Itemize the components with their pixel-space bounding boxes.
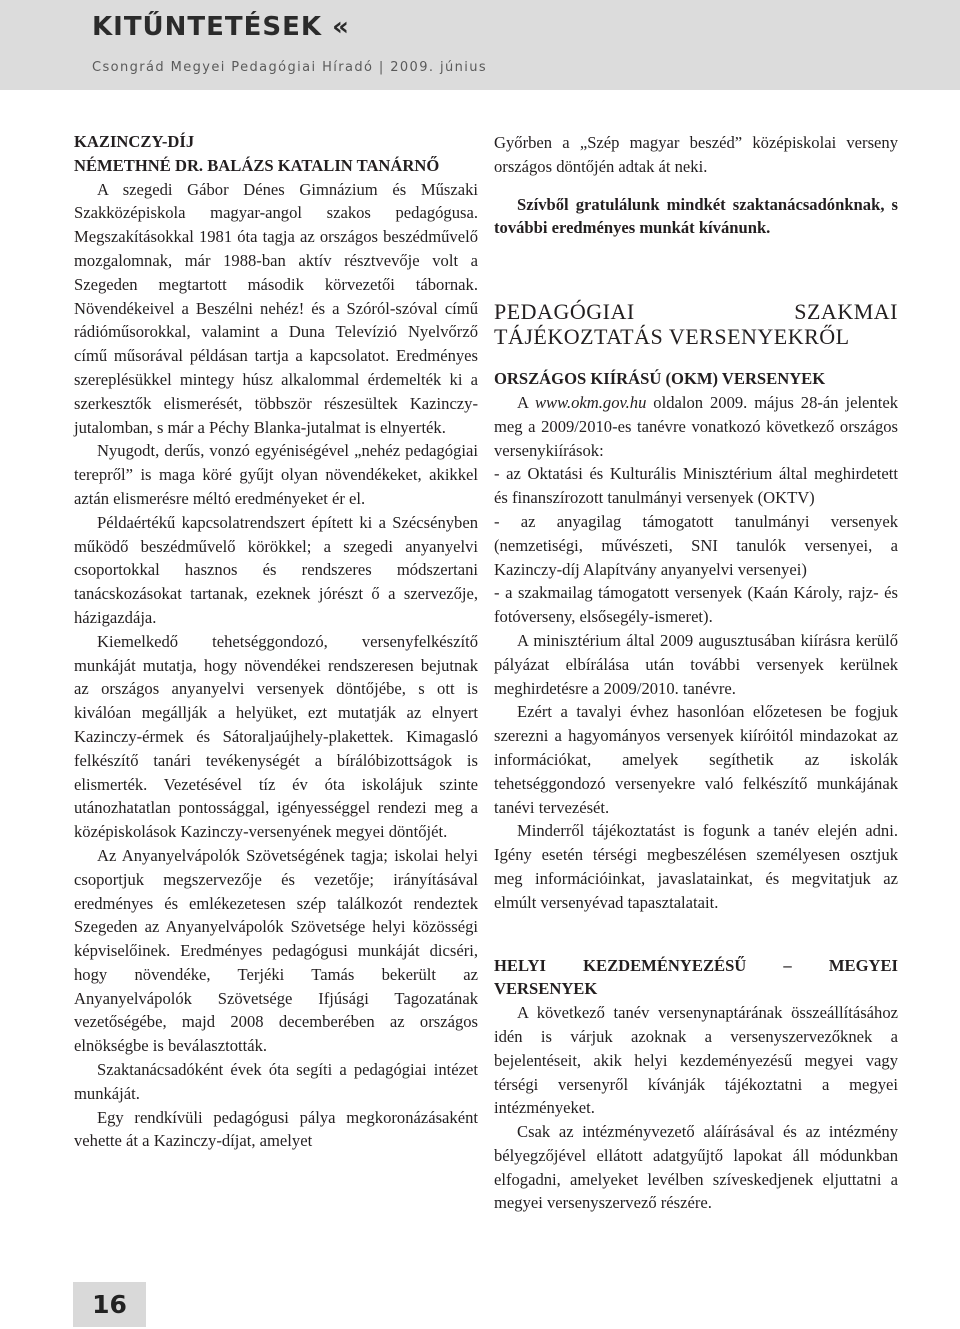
page-number: 16: [73, 1282, 146, 1327]
body-paragraph: Szaktanácsadóként évek óta segíti a pedagógiai intézet munkáját.: [74, 1060, 478, 1103]
body-paragraph: Kiemelkedő tehetséggondozó, versenyfelkészítő munkáját mutatja, hogy növendékei rendszeresen bejutnak az országos anyanyelvi versenyek döntőjébe, s ott is kiválóan megállják a helyüket, ezt mutatják az elnyert Kazinczy-érmek és Sátoraljaújhely-plakettek. Kimagasló felkészítő tanári tevékenységét a bírálóbizottságok is elismerték. Vezetésével tíz év óta iskolájuk szinte utánozhatatlan pontossággal, igényességgel rendezi meg a középiskolások Kazinczy-versenyének megyei döntőjét.: [74, 631, 478, 842]
body-paragraph: A minisztérium által 2009 augusztusában kiírásra kerülő pályázat elbírálása után további versenyek kerülnek meghirdetésre a 2009/2010. tanévre.: [494, 630, 898, 698]
info-section-title: PEDAGÓGIAI SZAKMAI TÁJÉKOZTATÁS VERSENYEKRŐL: [494, 299, 898, 350]
right-column: [494, 131, 898, 1215]
list-item: - az anyagilag támogatott tanulmányi versenyek (nemzetiségi, művészeti, SNI tanulók versenyei, a Kazinczy-díj Alapítvány anyanyelvi versenyei): [494, 511, 898, 579]
intro-text-a: A: [517, 392, 535, 412]
body-paragraph: A szegedi Gábor Dénes Gimnázium és Műszaki Szakközépiskola magyar-angol szakos pedagógusa. Megszakításokkal 1981 óta tagja az országos beszédművelő mozgalomnak, már 1988-ban aktív résztvevője volt a Szegeden megtartott második körvezetői tábornak. Növendékeivel a Beszélni nehéz! és a Szóról-szóval című rádióműsorokkal, valamint a Duna Televízió Nyelvőrző című műsorával példásan tartja a kapcsolatot. Eredményes szereplésükkel mintegy húsz alkalommal érdemelték ki a szerkesztők elismerését, többször részesültek Kazinczy-jutalomban, s már a Péchy Blanka-jutalmat is elnyerték.: [74, 179, 478, 437]
intro-text-b: oldalon 2009. május 28-án jelentek meg a 2009/2010-es tanévre vonatkozó következő országos versenykiírások:: [494, 392, 898, 460]
body-paragraph: Csak az intézményvezető aláírásával és az intézmény bélyegzőjével ellátott adatgyűjtő lapokat áll módunkban elfogadni, amelyeket levélben szíveskedjenek eljuttatni a megyei versenyszervező részére.: [494, 1122, 898, 1213]
publication-subtitle: Csongrád Megyei Pedagógiai Híradó | 2009. június: [92, 60, 488, 75]
body-paragraph: Nyugodt, derűs, vonzó egyéniségével „nehéz pedagógiai terepről” is maga köré gyűjt olyan növendékeket, akikkel aztán elismerésre méltó eredményeket ér el.: [74, 441, 478, 508]
website-link[interactable]: www.okm.gov.hu: [534, 392, 647, 412]
intro-paragraph: [494, 391, 898, 462]
list-item: - a szakmailag támogatott versenyek (Kaán Károly, rajz- és fotóverseny, elsősegély-ismeret).: [494, 583, 898, 627]
continuation-paragraph: Győrben a „Szép magyar beszéd” középiskolai verseny országos döntőjén adtak át neki.: [494, 133, 898, 176]
awardee-name: NÉMETHNÉ DR. BALÁZS KATALIN TANÁRNŐ: [74, 155, 440, 175]
body-paragraph: Az Anyanyelvápolók Szövetségének tagja; iskolai helyi csoportjuk megszervezője és vezetője; irányításával eredményes és emlékezetesen szép találkozót rendeztek Szegeden az Anyanyelvápolók Szövetsége helyi közösségi képviselőinek. Eredményes pedagógusi munkáját dicséri, hogy növendéke, Terjéki Tamás bekerült az Anyanyelvápolók Szövetsége Ifjúsági Tagozatának vezetőségébe, majd 2008 decemberében az országos elnökségbe is beválasztották.: [74, 845, 478, 1056]
page-header: [0, 0, 960, 90]
section-title: KITŰNTETÉSEK «: [92, 12, 350, 42]
body-paragraph: Példaértékű kapcsolatrendszert épített ki a Szécsényben működő beszédművelő körökkel; a szegedi anyanyelvi csoportokkal hasznos és rendszeres módszertani tanácskozásokat tartanak, ezeknek jórészt ő a szervezője, házigazdája.: [74, 512, 478, 627]
national-contests-heading: ORSZÁGOS KIÍRÁSÚ (OKM) VERSENYEK: [494, 369, 826, 389]
local-contests-heading: HELYI KEZDEMÉNYEZÉSŰ – MEGYEI VERSENYEK: [494, 955, 898, 999]
body-paragraph: Minderről tájékoztatást is fogunk a tanév elején adni. Igény esetén térségi megbeszélésen személyesen osztjuk meg információinkat, javaslatainkat, és megvitatjuk az elmúlt versenyévad tapasztalatait.: [494, 821, 898, 912]
award-title: KAZINCZY-DÍJ: [74, 132, 195, 151]
left-column: [74, 130, 478, 1153]
body-paragraph: Egy rendkívüli pedagógusi pálya megkoronázásaként vehette át a Kazinczy-díjat, amelyet: [74, 1107, 478, 1151]
body-paragraph: Ezért a tavalyi évhez hasonlóan előzetesen be fogjuk szerezni a hagyományos versenyek kiíróitól mindazokat az információkat, amelyek segíthetik az iskolák tehetséggondozó versenyekre való felkészítő munkájának tanévi tervezését.: [494, 702, 898, 817]
congratulation-paragraph: Szívből gratulálunk mindkét szaktanácsadónknak, s további eredményes munkát kívánunk.: [494, 194, 898, 238]
list-item: - az Oktatási és Kulturális Minisztérium által meghirdetett és finanszírozott tanulmányi versenyek (OKTV): [494, 464, 898, 508]
body-paragraph: A következő tanév versenynaptárának összeállításához idén is várjuk azoknak a versenyszervezőknek a bejelentéseit, akik helyi kezdeményezésű megyei vagy térségi versenyről kívánják tájékoztatni a megyei intézményeket.: [494, 1003, 898, 1118]
